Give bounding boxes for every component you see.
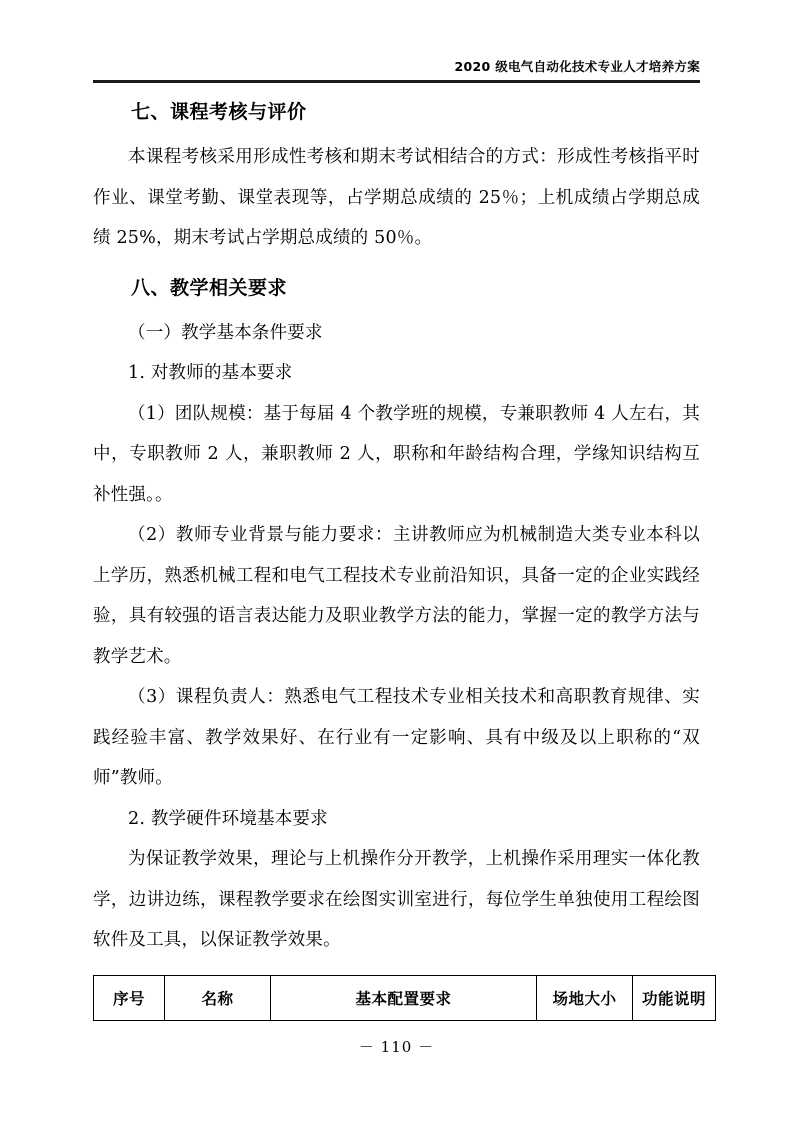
paragraph-8-3: （1）团队规模：基于每届 4 个教学班的规模，专兼职教师 4 人左右，其中，专职教师 2 人，兼职教师 2 人，职称和年龄结构合理，学缘知识结构互补性强。。 [93, 403, 700, 505]
config-requirements-table [93, 975, 716, 1021]
section-heading-8: 八、教学相关要求 [131, 276, 288, 299]
document-body [93, 93, 706, 1021]
paragraph-8-5: （3）课程负责人：熟悉电气工程技术专业相关技术和高职教育规律、实践经验丰富、教学效果好、在行业有一定影响、具有中级及以上职称的“双师”教师。 [93, 687, 700, 788]
paragraph-7-1: 本课程考核采用形成性考核和期末考试相结合的方式：形成性考核指平时作业、课堂考勤、课堂表现等，占学期总成绩的 25％；上机成绩占学期总成绩 25%，期末考试占学期总成绩的 50％。 [93, 147, 700, 248]
paragraph-8-2: 1. 对教师的基本要求 [128, 363, 293, 383]
section-heading-7: 七、课程考核与评价 [131, 101, 307, 123]
table-header-row [94, 975, 716, 1020]
table-header-cell-index: 序号 [94, 975, 165, 1020]
page-header-title: 2020 级电气自动化技术专业人才培养方案 [454, 59, 700, 74]
page-content [93, 0, 706, 1122]
table-header-cell-function: 功能说明 [633, 975, 716, 1020]
spacer [93, 259, 700, 269]
table-header-cell-name: 名称 [165, 975, 271, 1020]
table-header-cell-config: 基本配置要求 [271, 975, 537, 1020]
paragraph-8-1: （一）教学基本条件要求 [128, 322, 323, 343]
header-divider [93, 80, 700, 83]
table-header-cell-size: 场地大小 [537, 975, 633, 1020]
paragraph-8-6: 2. 教学硬件环境基本要求 [128, 808, 328, 829]
paragraph-8-7: 为保证教学效果，理论与上机操作分开教学，上机操作采用理实一体化教学，边讲边练，课程教学要求在绘图实训室进行，每位学生单独使用工程绘图软件及工具，以保证教学效果。 [93, 849, 700, 950]
paragraph-8-4: （2）教师专业背景与能力要求：主讲教师应为机械制造大类专业本科以上学历，熟悉机械工程和电气工程技术专业前沿知识，具备一定的企业实践经验，具有较强的语言表达能力及职业教学方法的能力，掌握一定的教学方法与教学艺术。 [93, 525, 700, 667]
config-table-wrapper [93, 975, 706, 1021]
page-number-footer: － 110 － [358, 1038, 435, 1056]
